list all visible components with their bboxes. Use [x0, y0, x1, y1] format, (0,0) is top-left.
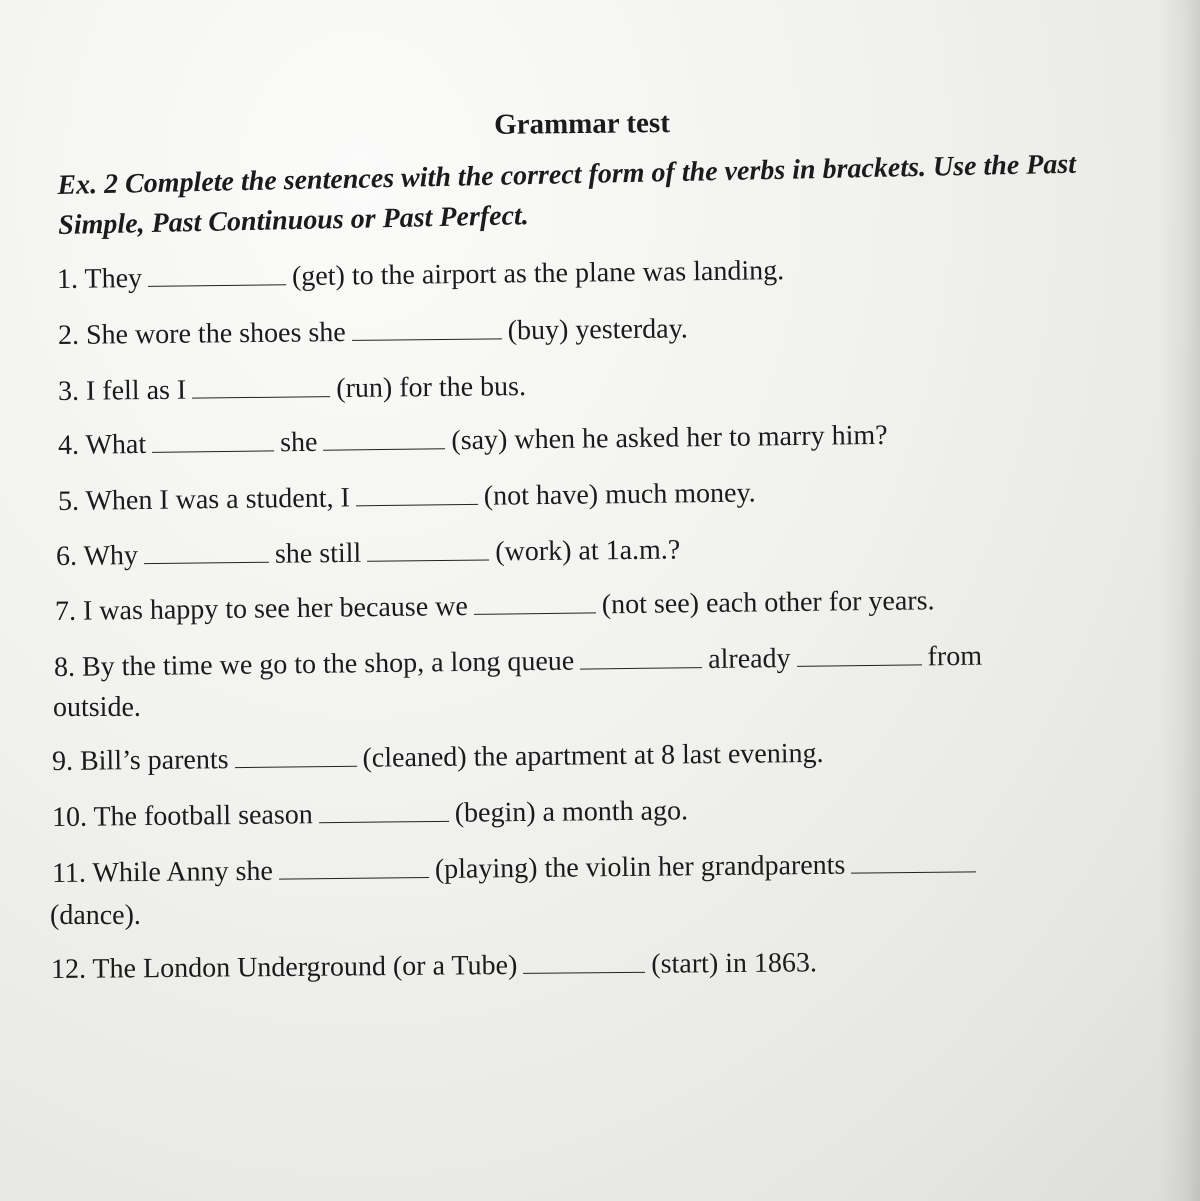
- question-text: 4. What: [57, 428, 147, 461]
- question-text: she still: [274, 537, 362, 570]
- answer-blank[interactable]: [152, 449, 274, 452]
- question-text: (get) to the airport as the plane was landing.: [291, 255, 785, 293]
- page-title: Grammar test: [493, 107, 671, 141]
- question-11-continuation: (dance).: [50, 900, 141, 931]
- paper-edge-shadow: [1160, 0, 1200, 1201]
- question-text: 6. Why: [55, 540, 139, 572]
- question-8-continuation: outside.: [53, 692, 141, 723]
- question-text: from: [927, 640, 983, 673]
- question-text: (run) for the bus.: [336, 371, 527, 405]
- question-10: [52, 795, 688, 834]
- question-text: 7. I was happy to see her because we: [54, 590, 468, 627]
- question-text: (work) at 1a.m.?: [495, 534, 681, 568]
- answer-blank[interactable]: [851, 870, 976, 873]
- question-text: already: [708, 643, 791, 676]
- question-text: 2. She wore the shoes she: [57, 316, 346, 351]
- question-text: (playing) the violin her grandparents: [434, 849, 846, 885]
- question-text: (say) when he asked her to marry him?: [451, 419, 888, 457]
- exercise-instructions: Ex. 2 Complete the sentences with the correct form of the verbs in brackets. Use the Past Simple, Past Continuous or Past Perfect.: [57, 148, 1077, 241]
- question-text: (not see) each other for years.: [601, 585, 935, 621]
- question-6: [56, 534, 681, 573]
- answer-blank[interactable]: [235, 765, 357, 768]
- question-text: (buy) yesterday.: [507, 313, 688, 347]
- answer-blank[interactable]: [148, 283, 286, 287]
- question-text: 10. The football season: [51, 799, 313, 833]
- answer-blank[interactable]: [352, 337, 502, 341]
- question-text: 12. The London Underground (or a Tube): [50, 949, 518, 985]
- answer-blank[interactable]: [324, 447, 446, 450]
- question-text: 1. They: [56, 262, 143, 295]
- question-text: 9. Bill’s parents: [51, 744, 229, 777]
- question-text: 5. When I was a student, I: [57, 482, 351, 517]
- question-text: 11. While Anny she: [51, 855, 274, 889]
- question-text: (begin) a month ago.: [454, 795, 689, 829]
- question-text: (cleaned) the apartment at 8 last evening.: [362, 737, 824, 774]
- answer-blank[interactable]: [523, 971, 645, 974]
- question-2: [58, 313, 688, 352]
- answer-blank[interactable]: [319, 820, 449, 823]
- answer-blank[interactable]: [797, 663, 922, 667]
- question-3: [58, 371, 526, 408]
- question-text: (not have) much money.: [483, 477, 756, 512]
- answer-blank[interactable]: [474, 611, 596, 614]
- answer-blank[interactable]: [279, 876, 429, 880]
- question-text: 3. I fell as I: [57, 374, 187, 407]
- question-text: she: [279, 426, 318, 459]
- answer-blank[interactable]: [192, 395, 330, 398]
- answer-blank[interactable]: [144, 561, 269, 564]
- question-text: (start) in 1863.: [651, 947, 818, 980]
- answer-blank[interactable]: [580, 666, 702, 669]
- question-text: 8. By the time we go to the shop, a long queue: [53, 645, 575, 683]
- answer-blank[interactable]: [356, 503, 478, 506]
- answer-blank[interactable]: [367, 558, 489, 561]
- question-12: [51, 947, 817, 986]
